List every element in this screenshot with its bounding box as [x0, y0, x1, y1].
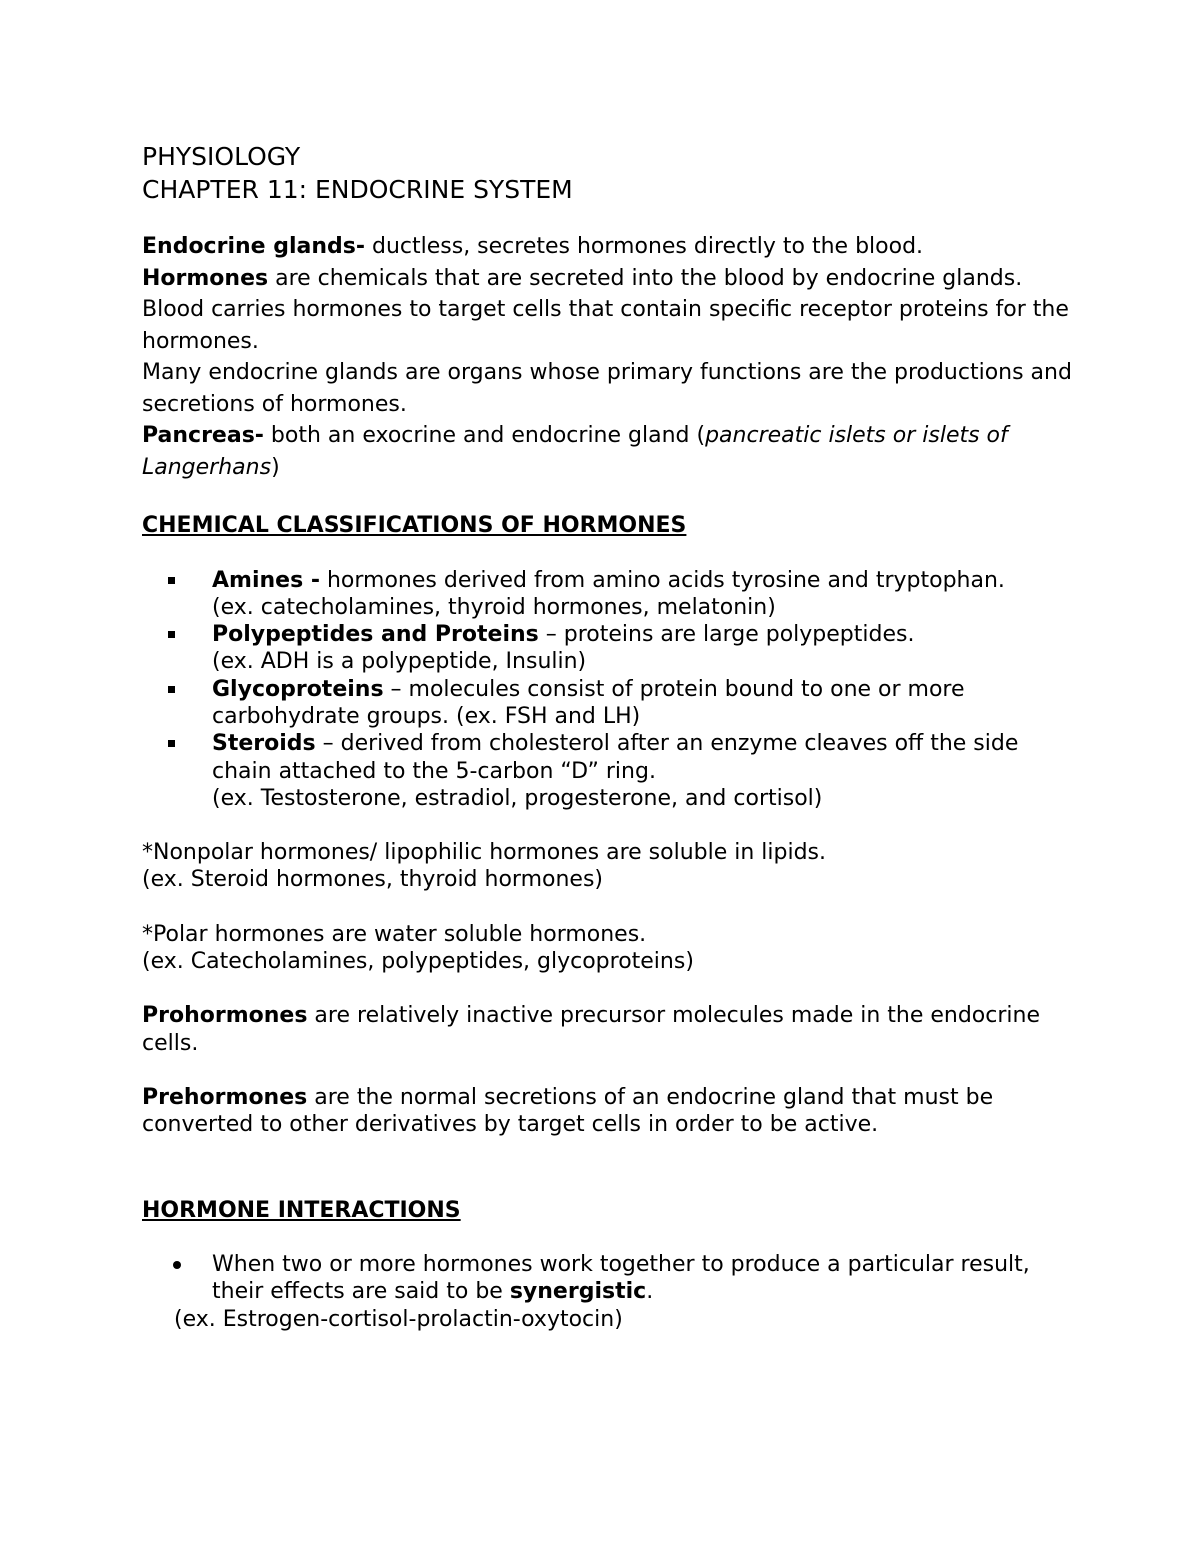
- steroids-definition: – derived from cholesterol after an enzyme cleaves off the side chain attached to the 5-carbon “D” ring.: [212, 731, 1019, 784]
- steroids-example: (ex. Testosterone, estradiol, progesterone, and cortisol): [212, 785, 823, 811]
- synergistic-term: synergistic: [509, 1279, 647, 1305]
- amines-definition: hormones derived from amino acids tyrosine and tryptophan.: [319, 567, 1005, 593]
- amines-example: (ex. catecholamines, thyroid hormones, melatonin): [212, 594, 776, 620]
- square-bullet-icon: [168, 631, 175, 638]
- endocrine-glands-paragraph: [142, 231, 1072, 263]
- pancreas-definition: both an exocrine and endocrine gland (: [263, 423, 706, 448]
- subject-title: PHYSIOLOGY: [142, 142, 301, 171]
- prohormones-term: Prohormones: [142, 1003, 308, 1029]
- endocrine-glands-definition: ductless, secretes hormones directly to the blood.: [365, 234, 924, 259]
- glycoproteins-definition: – molecules consist of protein bound to one or more carbohydrate groups. (ex. FSH and LH): [212, 676, 965, 729]
- prehormones-definition: are the normal secretions of an endocrine gland that must be converted to other derivatives by target cells in order to be active.: [142, 1084, 994, 1138]
- classifications-list: [142, 567, 1072, 813]
- pancreas-close-paren: ): [271, 454, 280, 480]
- square-bullet-icon: [168, 686, 175, 693]
- many-glands-paragraph: Many endocrine glands are organs whose primary functions are the productions and secretions of hormones.: [142, 360, 1072, 417]
- square-bullet-icon: [168, 740, 175, 747]
- square-bullet-icon: [168, 577, 175, 584]
- list-item: [142, 567, 1072, 622]
- prohormones-paragraph: [142, 1002, 1072, 1057]
- hormones-paragraph: [142, 263, 1072, 295]
- nonpolar-example: (ex. Steroid hormones, thyroid hormones): [142, 867, 603, 893]
- steroids-term: Steroids: [212, 731, 316, 757]
- pancreas-paragraph: [142, 420, 1072, 483]
- glycoproteins-term: Glycoproteins: [212, 676, 384, 702]
- hormones-definition: are chemicals that are secreted into the blood by endocrine glands.: [268, 265, 1023, 291]
- polypeptides-term: Polypeptides and Proteins: [212, 622, 539, 648]
- chapter-title: CHAPTER 11: ENDOCRINE SYSTEM: [142, 175, 573, 204]
- endocrine-glands-term: Endocrine glands-: [142, 234, 365, 259]
- list-item: [142, 676, 1072, 731]
- nonpolar-line: *Nonpolar hormones/ lipophilic hormones are soluble in lipids.: [142, 840, 827, 866]
- prehormones-term: Prehormones: [142, 1084, 308, 1110]
- polar-line: *Polar hormones are water soluble hormones.: [142, 921, 647, 947]
- prohormones-definition: are relatively inactive precursor molecules made in the endocrine cells.: [142, 1003, 1041, 1056]
- list-item: [142, 1251, 1072, 1306]
- polypeptides-definition: – proteins are large polypeptides.: [538, 622, 915, 648]
- interactions-list: [142, 1251, 1072, 1306]
- hormones-term: Hormones: [142, 265, 269, 291]
- amines-term: Amines -: [212, 567, 320, 593]
- synergistic-example: (ex. Estrogen-cortisol-prolactin-oxytocin): [174, 1306, 623, 1332]
- interactions-heading: HORMONE INTERACTIONS: [142, 1197, 461, 1223]
- round-bullet-icon: [173, 1261, 181, 1269]
- synergistic-period: .: [646, 1279, 654, 1305]
- list-item: [142, 621, 1072, 676]
- pancreas-islets-italic: pancreatic islets or islets of Langerhans: [142, 423, 1008, 480]
- document-page: [142, 140, 1072, 1333]
- pancreas-term: Pancreas-: [142, 423, 264, 448]
- polypeptides-example: (ex. ADH is a polypeptide, Insulin): [212, 649, 587, 675]
- synergistic-text: When two or more hormones work together to produce a particular result, their effects are said to be: [212, 1252, 1030, 1305]
- list-item: [142, 730, 1072, 812]
- classifications-heading: CHEMICAL CLASSIFICATIONS OF HORMONES: [142, 513, 687, 538]
- polar-example: (ex. Catecholamines, polypeptides, glycoproteins): [142, 949, 694, 975]
- blood-paragraph: Blood carries hormones to target cells that contain specific receptor proteins for the hormones.: [142, 297, 1069, 354]
- prehormones-paragraph: [142, 1084, 1072, 1139]
